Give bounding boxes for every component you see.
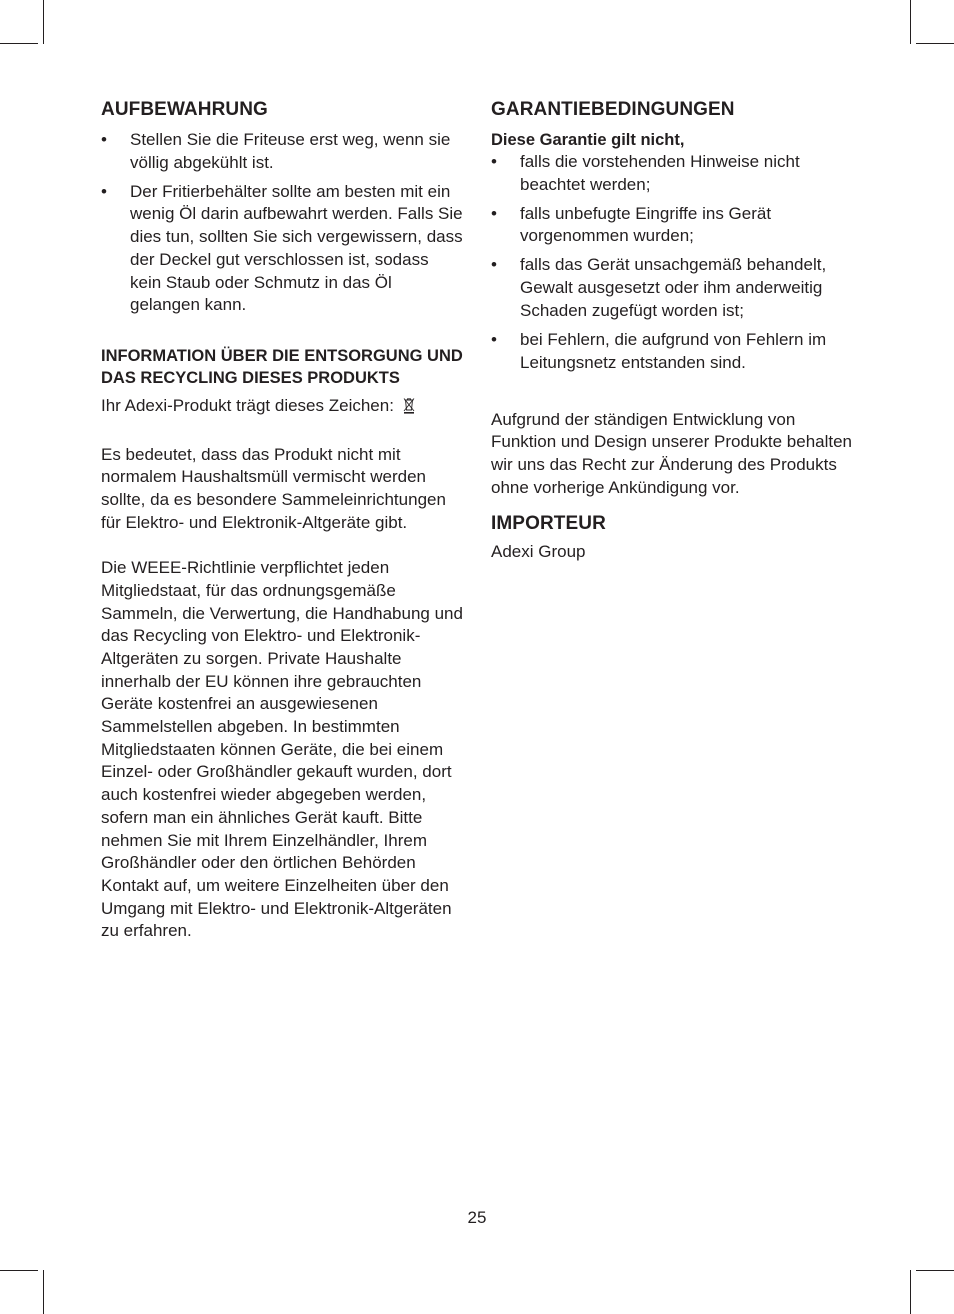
left-column [101, 97, 463, 943]
crop-mark [916, 1270, 954, 1271]
list-item [491, 203, 853, 248]
right-column [491, 97, 853, 564]
list-item [491, 329, 853, 374]
crop-mark [910, 0, 911, 44]
warranty-heading: GARANTIEBEDINGUNGEN [491, 99, 735, 120]
list-item-text: bei Fehlern, die aufgrund von Fehlern im Leitungsnetz entstanden sind. [520, 329, 827, 372]
importer-name: Adexi Group [491, 542, 586, 562]
bullet: • [491, 255, 497, 275]
list-item [491, 254, 853, 322]
crop-mark [43, 1270, 44, 1314]
list-item-text: Stellen Sie die Friteuse erst weg, wenn sie völlig abgekühlt ist. [130, 130, 451, 172]
list-item-text: falls das Gerät unsachgemäß behandelt, Gewalt ausgesetzt oder ihm anderweitig Schaden zugefügt worden ist; [520, 255, 827, 320]
crop-mark [0, 1270, 38, 1271]
warranty-note: Aufgrund der ständigen Entwicklung von Funktion und Design unserer Produkte behalten wir uns das Recht zur Änderung des Produkts ohne vorherige Ankündigung vor. [491, 409, 853, 497]
crop-mark [916, 43, 954, 44]
bullet: • [491, 203, 497, 223]
disposal-mark-text: Ihr Adexi-Produkt trägt dieses Zeichen: [101, 396, 394, 416]
storage-list [101, 129, 463, 317]
list-item-text: Der Fritierbehälter sollte am besten mit ein wenig Öl darin aufbewahrt werden. Falls Sie dies tun, sollten Sie sich vergewissern, dass der Deckel gut verschlossen ist, sodass kein Staub oder Schmutz in das Öl gelangen kann. [130, 181, 463, 315]
bullet: • [101, 130, 107, 149]
crop-mark [0, 43, 38, 44]
disposal-paragraph-1: Es bedeutet, dass das Produkt nicht mit normalem Haushaltsmüll vermischt werden sollte, da es besondere Sammeleinrichtungen für Elektro- und Elektronik-Altgeräte gibt. [101, 444, 446, 532]
bullet: • [491, 329, 497, 349]
crop-mark [910, 1270, 911, 1314]
list-item-text: falls unbefugte Eingriffe ins Gerät vorgenommen wurden; [520, 203, 772, 246]
page-number: 25 [467, 1208, 487, 1227]
disposal-paragraph-2: Die WEEE-Richtlinie verpflichtet jeden Mitgliedstaat, für das ordnungsgemäße Sammeln, die Verwertung, die Handhabung und das Recycling von Elektro- und Elektronik-Altgeräten zu sorgen. Private Haushalte innerhalb der EU können ihre gebrauchten Geräte kostenfrei an ausgewiesenen Sammelstellen abgeben. In bestimmten Mitgliedstaaten können Geräte, die bei einem Einzel- oder Großhändler gekauft wurden, dort auch kostenfrei wieder abgegeben werden, sofern man ein ähnliches Gerät kauft. Bitte nehmen Sie mit Ihrem Einzelhändler, Ihrem Großhändler oder den örtlichen Behörden Kontakt auf, um weitere Einzelheiten über den Umgang mit Elektro- und Elektronik-Altgeräten zu erfahren. [101, 558, 463, 941]
list-item [101, 129, 463, 174]
list-item [491, 151, 853, 196]
bullet: • [101, 181, 107, 201]
disposal-heading: INFORMATION ÜBER DIE ENTSORGUNG UND DAS RECYCLING DIESES PRODUKTS [101, 347, 463, 388]
importer-heading: IMPORTEUR [491, 513, 606, 535]
bullet: • [491, 152, 497, 171]
disposal-mark-line [101, 395, 463, 421]
list-item-text: falls die vorstehenden Hinweise nicht beachtet werden; [520, 152, 800, 194]
crossed-out-wheelie-bin-icon [403, 397, 415, 421]
storage-heading: AUFBEWAHRUNG [101, 99, 268, 120]
warranty-list [491, 151, 853, 374]
warranty-subheading: Diese Garantie gilt nicht, [491, 131, 685, 149]
list-item [101, 181, 463, 317]
crop-mark [43, 0, 44, 44]
